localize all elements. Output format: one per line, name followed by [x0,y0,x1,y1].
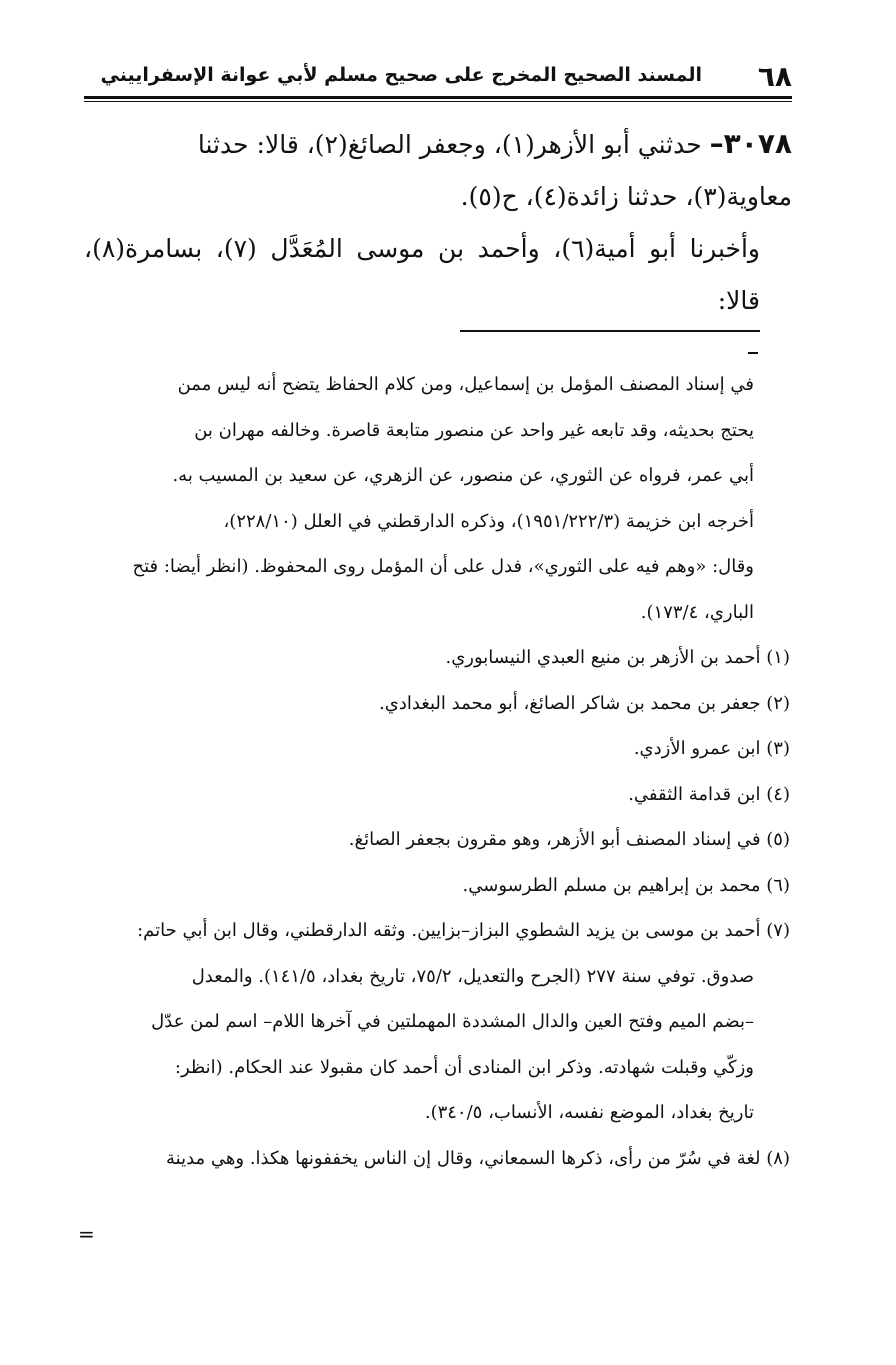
running-title: المسند الصحيح المخرج على صحيح مسلم لأبي عوانة الإسفراييني [100,64,702,86]
continuation-mark [748,352,758,354]
page-number: ٦٨ [757,60,792,93]
carryover-line: الباري، ١٧٣/٤). [640,601,754,623]
footnote-7: (٧) أحمد بن موسى بن يزيد الشطوي البزاز–بزايين. وثقه الدارقطني، وقال ابن أبي حاتم: [137,920,790,941]
main-text [84,118,792,327]
hadith-line-1 [84,118,792,171]
carryover-line: يحتج بحديثه، وقد تابعه غير واحد عن منصور متابعة قاصرة. وخالفه مهران بن [194,419,754,441]
footnote-7-cont: –بضم الميم وفتح العين والدال المشددة المهملتين في آخرها اللام– اسم لمن عدّل [151,1011,754,1032]
footnote-separator [460,330,760,332]
footnote-2: (٢) جعفر بن محمد بن شاكر الصائغ، أبو محمد البغدادي. [379,692,790,714]
page-end-mark: = [78,1222,95,1246]
hadith-text-1: حدثني أبو الأزهر(١)، وجعفر الصائغ(٢)، قالا: حدثنا [197,130,702,159]
footnote-7-cont: تاريخ بغداد، الموضع نفسه، الأنساب، ٣٤٠/٥). [424,1102,754,1123]
footnotes [78,362,790,1181]
carryover-line: وقال: «وهم فيه على الثوري»، فدل على أن المؤمل روى المحفوظ. (انظر أيضا: فتح [132,556,754,577]
carryover-line: في إسناد المصنف المؤمل بن إسماعيل، ومن كلام الحفاظ يتضح أنه ليس ممن [177,374,754,395]
header-rule [84,96,792,99]
footnote-6: (٦) محمد بن إبراهيم بن مسلم الطرسوسي. [462,874,790,896]
carryover-line: أبي عمر، فرواه عن الثوري، عن منصور، عن الزهري، عن سعيد بن المسيب به. [172,465,754,486]
hadith-line-3: وأخبرنا أبو أمية(٦)، وأحمد بن موسى المُعَدَّل (٧)، بسامرة(٨)، قالا: [84,234,760,315]
footnote-1: (١) أحمد بن الأزهر بن منيع العبدي النيسابوري. [445,647,790,668]
footnote-7-cont: وزكّي وقبلت شهادته. وذكر ابن المنادى أن أحمد كان مقبولا عند الحكام. (انظر: [174,1056,754,1078]
carryover-line: أخرجه ابن خزيمة (١٩٥١/٢٢٢/٣)، وذكره الدارقطني في العلل (٢٢٨/١٠)، [223,510,754,532]
hadith-line-2: معاوية(٣)، حدثنا زائدة(٤)، ح(٥). [460,182,792,211]
hadith-number: ٣٠٧٨– [709,127,792,160]
footnote-5: (٥) في إسناد المصنف أبو الأزهر، وهو مقرون بجعفر الصائغ. [348,829,790,850]
footnote-3: (٣) ابن عمرو الأزدي. [633,738,790,759]
footnote-8: (٨) لغة في سُرّ من رأى، ذكرها السمعاني، وقال إن الناس يخففونها هكذا. وهي مدينة [166,1147,790,1169]
page-header [84,58,792,98]
footnote-4: (٤) ابن قدامة الثقفي. [628,783,790,805]
footnote-7-cont: صدوق. توفي سنة ٢٧٧ (الجرح والتعديل، ٧٥/٢، تاريخ بغداد، ١٤١/٥). والمعدل [191,965,754,987]
header-rule-thin [84,101,792,102]
